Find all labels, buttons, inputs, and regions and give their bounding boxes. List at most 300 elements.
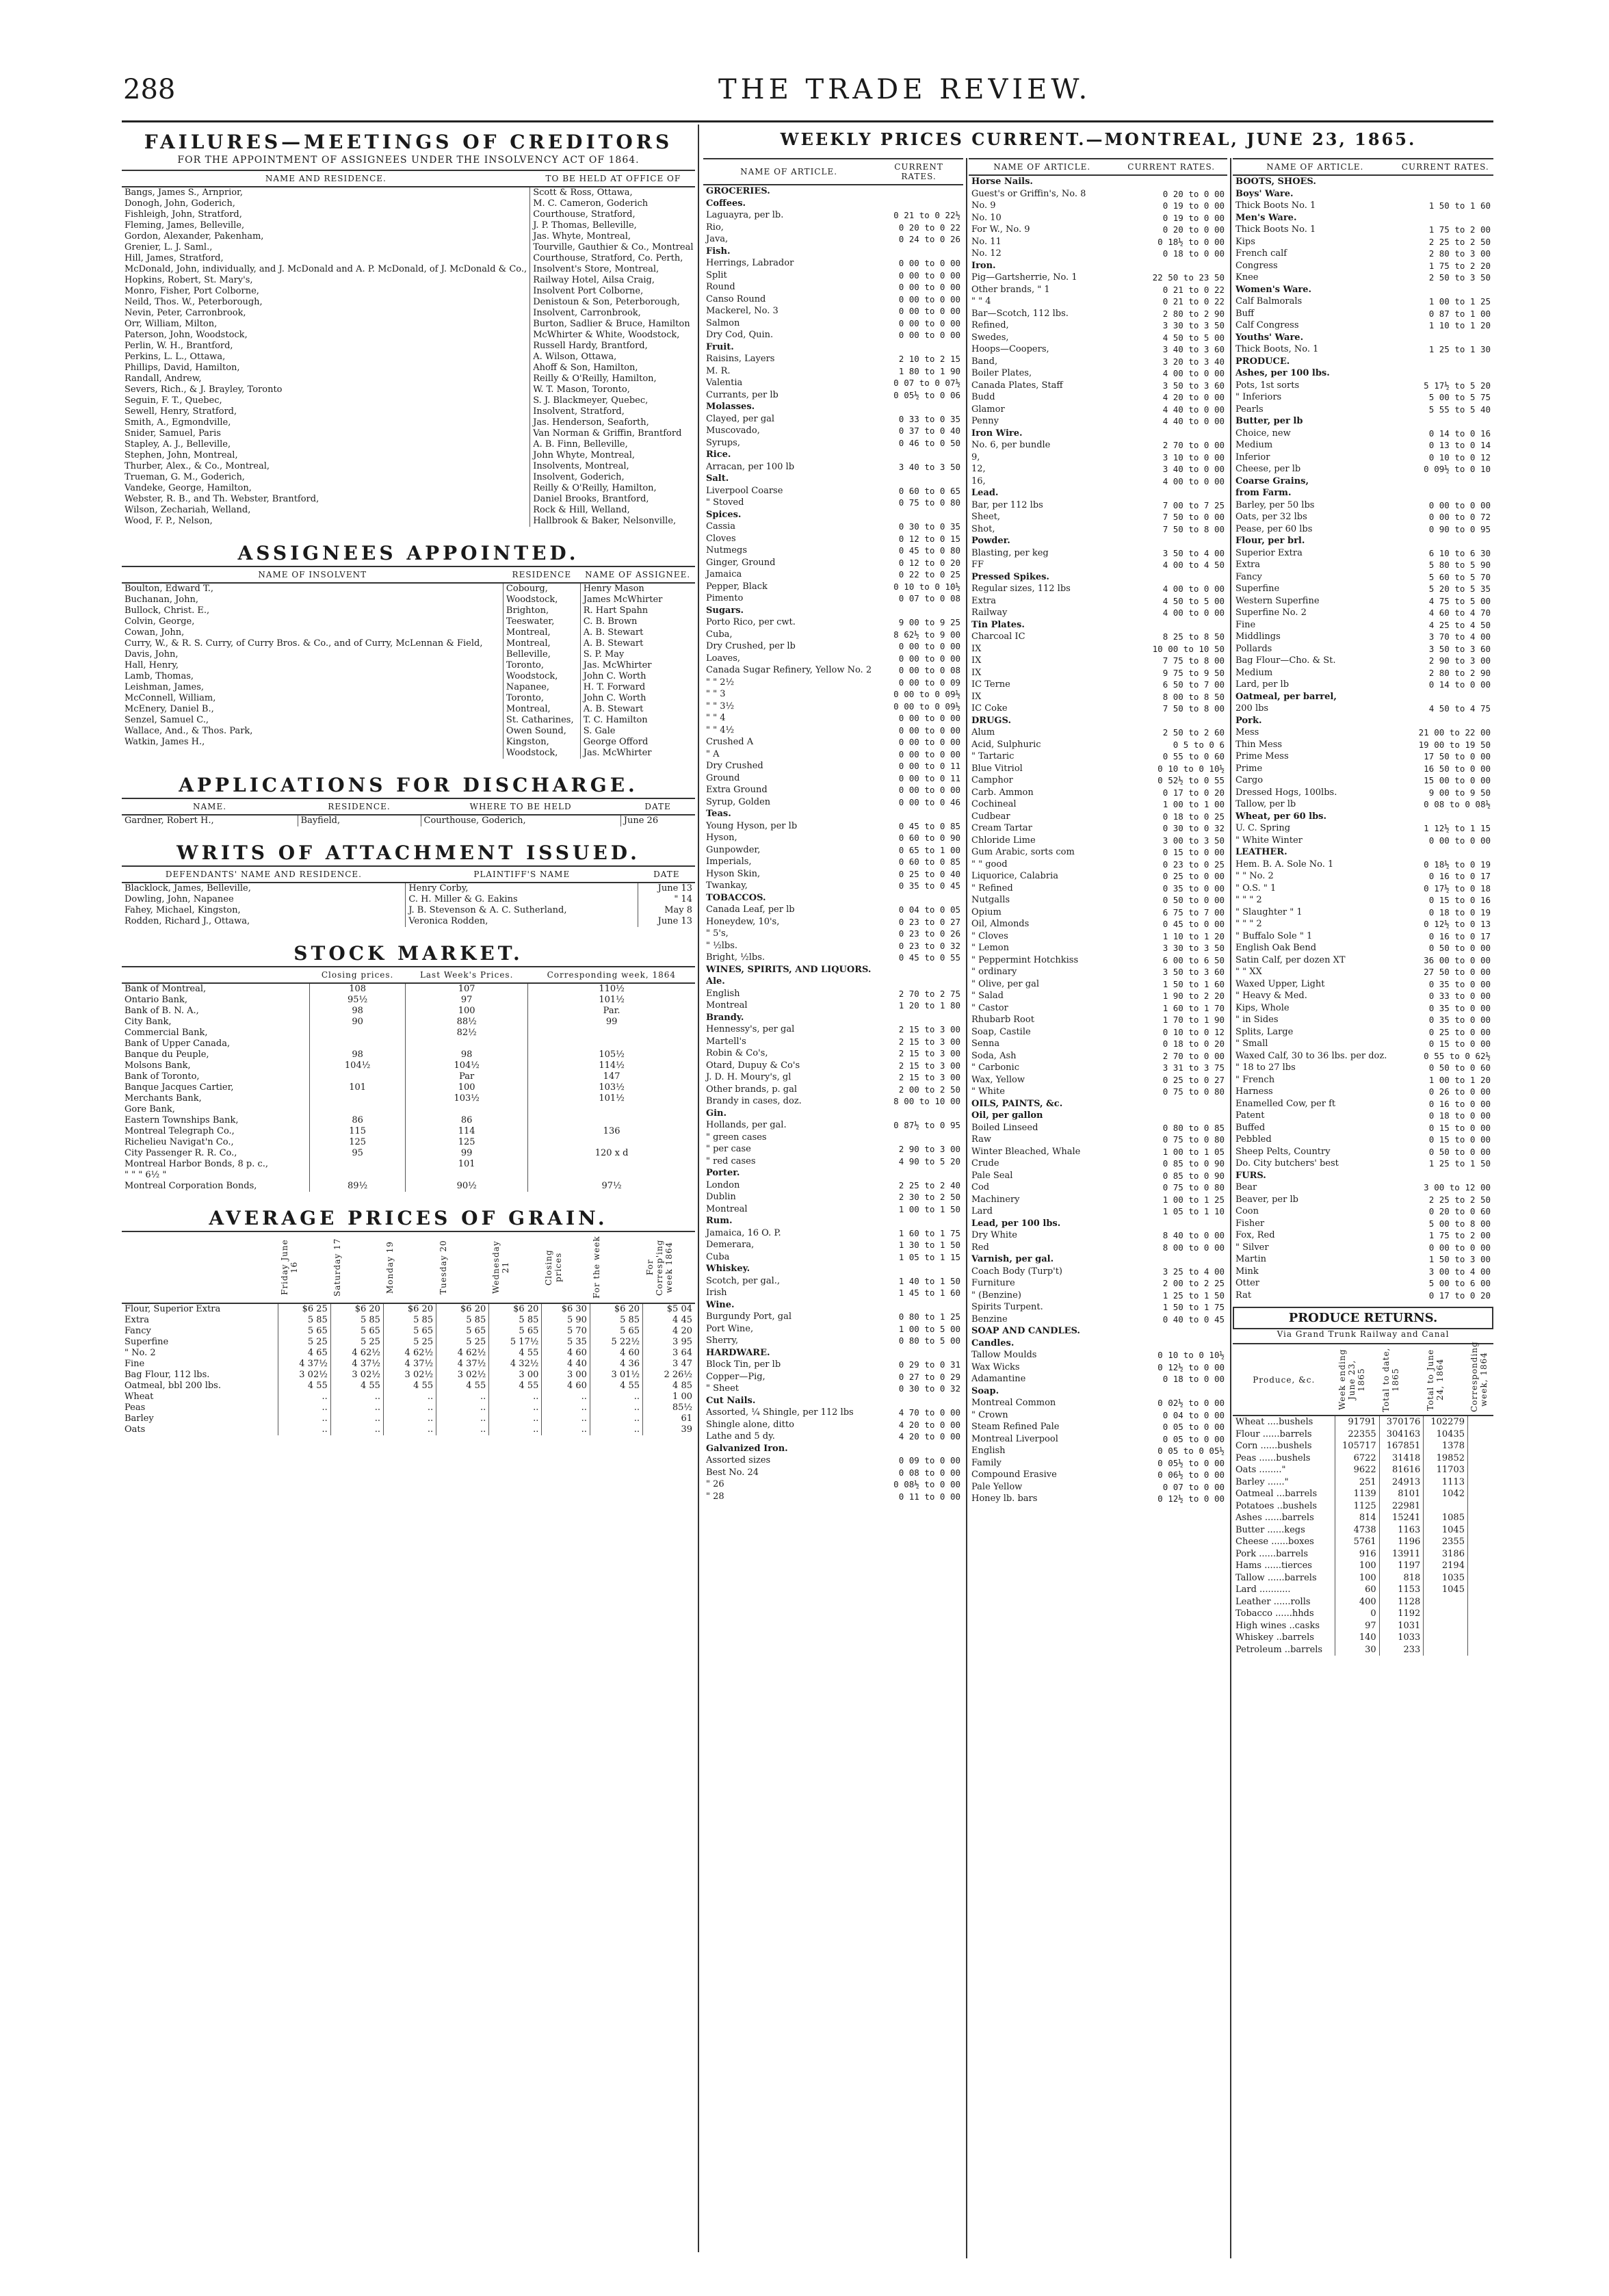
prices-col2-item-name: 12, <box>971 464 986 474</box>
prices-col3-row <box>1233 224 1493 236</box>
grain-cell: $5 04 <box>643 1303 695 1315</box>
prices-col3-category: Wheat, per 60 lbs. <box>1235 811 1327 822</box>
prices-col3-item-rate: 4 50 to 4 75 <box>1428 703 1491 714</box>
discharge-header-cell: DATE <box>620 798 695 815</box>
stock-cell: 107 <box>406 983 528 995</box>
grain-cell: 5 85 <box>489 1315 542 1326</box>
prices-col2-item-name: Pig—Gartsherrie, No. 1 <box>971 272 1077 283</box>
prices-col3-item-name: Fancy <box>1235 571 1262 582</box>
produce-returns-cell: 1045 <box>1424 1584 1468 1596</box>
prices-col2-item-rate <box>1115 487 1227 499</box>
failures-cell: Insolvents, Montreal, <box>530 461 695 472</box>
prices-col2-item-name: Gum Arabic, sorts com <box>971 847 1075 857</box>
produce-returns-cell: 1035 <box>1424 1572 1468 1584</box>
prices-col3-item-name: Sheep Pelts, Country <box>1235 1146 1331 1157</box>
prices-col1-row <box>703 1227 963 1240</box>
prices-col2-item-rate: 8 00 to 0 00 <box>1162 1242 1225 1253</box>
prices-col2-row <box>969 1086 1227 1098</box>
prices-col2-category: Iron. <box>971 260 996 271</box>
failures-cell: Burton, Sadlier & Bruce, Hamilton <box>530 319 695 330</box>
prices-col3-row <box>1233 1086 1493 1098</box>
prices-col1-item-name: Pimento <box>706 593 744 603</box>
prices-col1-item-name: " " 3 <box>706 689 726 699</box>
assignees-header-cell: RESIDENCE <box>503 566 580 583</box>
prices-col3-item-name: Pease, per 60 lbs <box>1235 523 1313 534</box>
grain-cell: $6 20 <box>383 1303 436 1315</box>
prices-col1-row <box>703 497 963 509</box>
prices-col1-row <box>703 329 963 341</box>
prices-col3-row <box>1233 487 1493 499</box>
prices-col1-item-name: Other brands, p. gal <box>706 1084 798 1095</box>
prices-col2-item-rate: 7 50 to 8 00 <box>1162 703 1225 714</box>
failures-row <box>122 472 695 483</box>
prices-col2-item-name: " White <box>971 1086 1005 1097</box>
prices-col3-item-name: " French <box>1235 1074 1275 1085</box>
failures-cell: A. Wilson, Ottawa, <box>530 352 695 363</box>
produce-returns-cell <box>1467 1440 1493 1452</box>
assignees-cell: Buchanan, John, <box>125 595 199 605</box>
produce-returns-cell: 97 <box>1335 1620 1380 1632</box>
produce-returns-cell: 30 <box>1335 1644 1380 1656</box>
prices-col3-item-rate: 1 50 to 1 60 <box>1428 200 1491 211</box>
grain-cell: .. <box>436 1392 489 1403</box>
prices-col3-item-rate: 6 10 to 6 30 <box>1428 547 1491 558</box>
grain-cell: 2 26½ <box>643 1370 695 1381</box>
failures-cell: Seguin, F. T., Quebec, <box>125 395 222 406</box>
prices-col2-item-rate: 0 23 to 0 25 <box>1162 859 1225 870</box>
failures-row <box>122 428 695 439</box>
assignees-cell: A. B. Stewart <box>580 704 695 715</box>
prices-col2-category: Powder. <box>971 536 1010 546</box>
prices-col1-row <box>703 1108 963 1120</box>
prices-col2-item-rate: 3 40 to 0 00 <box>1162 464 1225 474</box>
stock-cell <box>528 1028 695 1039</box>
prices-col3-row <box>1233 547 1493 560</box>
prices-col3-row <box>1233 284 1493 296</box>
prices-col1-item-rate <box>874 1299 963 1312</box>
prices-col1-category: Molasses. <box>706 402 755 412</box>
grain-cell: 5 70 <box>542 1326 590 1337</box>
prices-col2-item-name: Coach Body (Turp't) <box>971 1266 1063 1277</box>
prices-col2-category: SOAP AND CANDLES. <box>971 1326 1080 1336</box>
prices-col2-row <box>969 1170 1227 1182</box>
prices-col1-row <box>703 1071 963 1084</box>
prices-col3-item-rate: 4 25 to 4 50 <box>1428 619 1491 630</box>
grain-cell: .. <box>489 1413 542 1424</box>
grain-cell: 3 00 <box>542 1370 590 1381</box>
prices-col2-item-rate: 4 00 to 0 00 <box>1162 584 1225 594</box>
failures-cell: Stapley, A. J., Belleville, <box>125 439 231 449</box>
failures-cell: Railway Hotel, Ailsa Craig, <box>530 275 695 286</box>
assignees-row <box>122 682 695 693</box>
failures-row <box>122 308 695 319</box>
prices-col1-item-name: " per case <box>706 1144 751 1154</box>
prices-col3-item-name: Superior Extra <box>1235 547 1303 558</box>
stock-cell: Par. <box>528 1006 695 1017</box>
prices-col3-item-rate <box>1398 367 1493 380</box>
failures-row <box>122 352 695 363</box>
grain-cell: .. <box>330 1392 383 1403</box>
prices-col1-item-name: Brandy in cases, doz. <box>706 1096 802 1106</box>
prices-col1-row <box>703 653 963 665</box>
prices-col1-item-name: Loaves, <box>706 653 741 664</box>
grain-cell: .. <box>590 1424 642 1435</box>
stock-row <box>122 1017 695 1028</box>
prices-col2-category: Soap. <box>971 1385 999 1396</box>
prices-col2-row <box>969 727 1227 739</box>
failures-row <box>122 450 695 461</box>
prices-col2-item-name: Regular sizes, 112 lbs <box>971 584 1071 594</box>
prices-col2-row <box>969 1338 1227 1350</box>
prices-col1-item-name: Muscovado, <box>706 426 760 436</box>
prices-col2-item-name: " ordinary <box>971 967 1017 977</box>
prices-col2-category: Varnish, per gal. <box>971 1254 1054 1264</box>
prices-col2-row <box>969 739 1227 751</box>
prices-col1-item-name: Block Tin, per lb <box>706 1359 781 1370</box>
prices-col2-item-rate: 0 12½ to 0 00 <box>1157 1493 1225 1504</box>
assignees-cell: Senzel, Samuel C., <box>125 715 209 725</box>
prices-col1-item-rate: 4 90 to 5 20 <box>898 1156 960 1166</box>
prices-col3-item-rate <box>1398 188 1493 200</box>
prices-col1-row <box>703 1419 963 1431</box>
prices-col2-row <box>969 583 1227 595</box>
stock-row <box>122 995 695 1006</box>
prices-col2-category: Horse Nails. <box>971 177 1033 187</box>
prices-col2-row <box>969 1014 1227 1026</box>
prices-col2-row <box>969 1146 1227 1158</box>
prices-col3-row <box>1233 272 1493 284</box>
prices-col1-item-rate: 2 15 to 3 00 <box>898 1072 960 1082</box>
prices-col3-item-rate: 0 15 to 0 00 <box>1428 1122 1491 1133</box>
prices-col2-row <box>969 224 1227 236</box>
prices-col2-item-rate <box>1115 175 1227 188</box>
stock-cell: 115 <box>310 1126 406 1137</box>
stock-cell <box>528 1170 695 1181</box>
prices-col2-item-rate: 0 80 to 0 85 <box>1162 1122 1225 1133</box>
prices-col2-item-rate: 6 75 to 7 00 <box>1162 906 1225 917</box>
prices-col1-category: Brandy. <box>706 1012 744 1023</box>
prices-col2-row <box>969 607 1227 619</box>
prices-col1-item-name: " " 3½ <box>706 701 735 712</box>
prices-col2-row <box>969 619 1227 631</box>
grain-cell: 4 37½ <box>330 1359 383 1370</box>
prices-col1-row <box>703 1239 963 1251</box>
assignees-cell: John C. Worth <box>580 671 695 682</box>
prices-col1-item-rate <box>874 1395 963 1407</box>
produce-returns-cell: 304163 <box>1379 1429 1424 1441</box>
stock-row <box>122 1071 695 1082</box>
prices-col2-item-name: " Tartaric <box>971 751 1015 761</box>
produce-returns-cell: 1197 <box>1379 1560 1424 1572</box>
prices-col3-item-name: Rat <box>1235 1290 1252 1301</box>
produce-returns-cell <box>1467 1524 1493 1537</box>
prices-col2-item-rate <box>1115 1253 1227 1266</box>
prices-col2-item-rate: 7 50 to 0 00 <box>1162 512 1225 522</box>
produce-returns-row <box>1233 1476 1493 1489</box>
failures-row <box>122 395 695 406</box>
prices-col1-row <box>703 640 963 653</box>
prices-col3-row <box>1233 930 1493 943</box>
prices-col1-item-rate: 1 80 to 1 90 <box>898 365 960 376</box>
prices-col3-row <box>1233 511 1493 523</box>
assignees-row <box>122 616 695 627</box>
prices-col1-row <box>703 664 963 677</box>
prices-col3-row <box>1233 332 1493 344</box>
writs-cell: Henry Corby, <box>406 883 638 894</box>
grain-cell: .. <box>542 1413 590 1424</box>
prices-col1-item-name: Copper—Pig, <box>706 1371 766 1382</box>
prices-col1-category: WINES, SPIRITS, AND LIQUORS. <box>706 964 872 975</box>
prices-col3-item-rate: 5 55 to 5 40 <box>1428 404 1491 415</box>
stock-cell: 114 <box>406 1126 528 1137</box>
prices-col1-item-rate: 3 40 to 3 50 <box>898 461 960 472</box>
grain-cell: .. <box>278 1403 330 1413</box>
stock-cell: Montreal Harbor Bonds, 8 p. c., <box>125 1159 269 1169</box>
prices-col1-row <box>703 270 963 282</box>
prices-col1-item-name: Ginger, Ground <box>706 557 776 568</box>
prices-col2-item-rate: 0 15 to 0 00 <box>1162 847 1225 857</box>
grain-cell: .. <box>542 1424 590 1435</box>
produce-returns-cell: Whiskey ..barrels <box>1235 1632 1314 1643</box>
assignees-cell: Colvin, George, <box>125 616 195 627</box>
prices-col1-category: Porter. <box>706 1168 740 1178</box>
prices-col2-item-name: Red <box>971 1242 989 1253</box>
failures-cell: Vandeke, George, Hamilton, <box>125 483 252 493</box>
assignees-cell: S. Gale <box>580 726 695 737</box>
prices-col2-row <box>969 391 1227 404</box>
failures-cell: Webster, R. B., and Th. Webster, Brantford, <box>125 494 319 504</box>
produce-returns-cell <box>1467 1488 1493 1500</box>
prices-col2-item-rate: 0 35 to 0 00 <box>1162 883 1225 893</box>
prices-col1-item-name: Dry Crushed <box>706 761 763 771</box>
prices-col3-row <box>1233 188 1493 200</box>
prices-col1-item-rate: 0 22 to 0 25 <box>898 569 960 579</box>
prices-col2-item-rate: 7 50 to 8 00 <box>1162 523 1225 534</box>
failures-row <box>122 384 695 395</box>
writs-cell: Rodden, Richard J., Ottawa, <box>125 916 250 926</box>
prices-col3-item-rate: 0 50 to 0 60 <box>1428 1062 1491 1073</box>
prices-col2-row <box>969 1409 1227 1422</box>
prices-col3-row <box>1233 942 1493 954</box>
prices-col3-row <box>1233 595 1493 608</box>
produce-returns-cell <box>1424 1620 1468 1632</box>
prices-col2-row <box>969 763 1227 775</box>
prices-col3-row <box>1233 990 1493 1002</box>
prices-col1-item-name: Twankay, <box>706 880 748 891</box>
failures-cell: Snider, Samuel, Paris <box>125 428 221 439</box>
stock-title: STOCK MARKET. <box>293 942 523 965</box>
stock-cell: 98 <box>310 1049 406 1060</box>
prices-col1-item-name: Canada Leaf, per lb <box>706 904 795 915</box>
prices-col1-item-name: Liverpool Coarse <box>706 485 783 496</box>
prices-col2-item-rate: 0 25 to 0 27 <box>1162 1074 1225 1085</box>
prices-col2-item-rate: 0 75 to 0 80 <box>1162 1182 1225 1192</box>
failures-row <box>122 483 695 494</box>
prices-col3-item-name: Calf Balmorals <box>1235 296 1303 306</box>
prices-col3-item-name: Kips, Whole <box>1235 1002 1290 1013</box>
prices-col2-item-name: Honey lb. bars <box>971 1493 1038 1504</box>
grain-row <box>122 1403 695 1413</box>
prices-col1-row <box>703 988 963 1000</box>
prices-col1-item-rate: 0 12 to 0 15 <box>898 533 960 544</box>
assignees-row <box>122 649 695 660</box>
prices-col1-item-rate: 1 30 to 1 50 <box>898 1240 960 1250</box>
prices-col1-item-rate: 2 90 to 3 00 <box>898 1144 960 1154</box>
prices-col1-row <box>703 1335 963 1347</box>
prices-col2-item-name: " Refined <box>971 883 1013 893</box>
prices-col2-item-name: No. 9 <box>971 200 996 211</box>
prices-col3-row <box>1233 1050 1493 1062</box>
stock-cell <box>528 1115 695 1126</box>
failures-title: FAILURES—MEETINGS OF CREDITORS <box>144 131 673 153</box>
prices-col2-item-name: Budd <box>971 392 995 402</box>
prices-col1-item-rate: 0 08 to 0 00 <box>898 1467 960 1478</box>
grain-cell: $6 20 <box>590 1303 642 1315</box>
prices-col2-row <box>969 894 1227 906</box>
failures-cell: Donogh, John, Goderich, <box>125 198 235 209</box>
prices-col2-item-name: Carb. Ammon <box>971 787 1034 798</box>
prices-col2-item-name: Band, <box>971 356 998 367</box>
produce-returns-cell: 1163 <box>1379 1524 1424 1537</box>
grain-cell: 4 62½ <box>383 1348 436 1359</box>
prices-col3-item-name: Superfine <box>1235 584 1280 594</box>
prices-col3-row <box>1233 798 1493 811</box>
prices-col1-row <box>703 880 963 892</box>
prices-col2-row <box>969 248 1227 260</box>
produce-returns-cell: 916 <box>1335 1548 1380 1561</box>
prices-col1-item-rate: 4 20 to 0 00 <box>898 1419 960 1430</box>
grain-row <box>122 1381 695 1392</box>
prices-col1-item-name: Cuba <box>706 1251 730 1262</box>
grain-cell: .. <box>436 1403 489 1413</box>
produce-returns-cell: 400 <box>1335 1596 1380 1608</box>
prices-col3-item-name: " " XX <box>1235 967 1262 977</box>
produce-returns-row <box>1233 1584 1493 1596</box>
prices-col2-item-name: 9, <box>971 452 980 462</box>
prices-col2-row <box>969 1134 1227 1146</box>
prices-col1-item-name: Jamaica, 16 O. P. <box>706 1227 781 1238</box>
prices-col2-row <box>969 236 1227 248</box>
prices-col1-item-rate: 0 33 to 0 35 <box>898 413 960 424</box>
prices-col2-row <box>969 547 1227 560</box>
failures-cell: Bangs, James S., Arnprior, <box>125 187 243 198</box>
prices-col2-row <box>969 475 1227 488</box>
assignees-cell: Toronto, <box>503 660 580 671</box>
prices-col2-row <box>969 930 1227 943</box>
prices-col3-row <box>1233 559 1493 571</box>
produce-returns-row <box>1233 1524 1493 1537</box>
prices-col1-item-name: Assorted sizes <box>706 1455 771 1465</box>
prices-col1-item-rate: 0 45 to 0 55 <box>898 952 960 963</box>
produce-returns-cell: 1045 <box>1424 1524 1468 1537</box>
prices-col2-item-name: Guest's or Griffin's, No. 8 <box>971 188 1086 199</box>
assignees-cell: A. B. Stewart <box>580 627 695 638</box>
prices-col3-item-rate: 0 18 to 0 00 <box>1428 1110 1491 1121</box>
prices-col3-row <box>1233 1205 1493 1218</box>
prices-col2-item-rate <box>1115 1325 1227 1338</box>
prices-col2-item-name: Blasting, per keg <box>971 547 1049 558</box>
prices-col3-item-rate: 0 00 to 0 00 <box>1428 499 1491 510</box>
prices-col1-item-rate: 0 11 to 0 00 <box>898 1491 960 1502</box>
prices-col3-row <box>1233 175 1493 188</box>
assignees-row <box>122 638 695 649</box>
prices-col2-row <box>969 1229 1227 1242</box>
prices-col2-item-rate: 2 70 to 0 00 <box>1162 440 1225 450</box>
grain-cell: 85½ <box>643 1403 695 1413</box>
grain-cell: 4 55 <box>330 1381 383 1392</box>
prices-col1-item-name: Burgundy Port, gal <box>706 1312 792 1322</box>
grain-cell: 5 65 <box>383 1326 436 1337</box>
grain-cell: .. <box>383 1403 436 1413</box>
prices-col1-item-rate: 0 12 to 0 20 <box>898 557 960 568</box>
stock-cell <box>310 1039 406 1049</box>
grain-cell: 4 36 <box>590 1359 642 1370</box>
grain-cell: Flour, Superior Extra <box>125 1304 221 1314</box>
prices-col1-item-name: Ground <box>706 772 740 783</box>
prices-col2-item-rate: 3 40 to 3 60 <box>1162 344 1225 354</box>
prices-col3-item-name: Fox, Red <box>1235 1230 1275 1240</box>
prices-col2-row <box>969 175 1227 188</box>
grain-cell: 4 40 <box>542 1359 590 1370</box>
prices-col1-item-name: Scotch, per gal., <box>706 1275 781 1286</box>
assignees-cell: Jas. McWhirter <box>580 660 695 671</box>
prices-col3-row <box>1233 822 1493 835</box>
prices-col3-item-rate: 0 17½ to 0 18 <box>1424 883 1491 893</box>
prices-col2-item-name: Bar, per 112 lbs <box>971 499 1043 510</box>
stock-cell <box>310 1170 406 1181</box>
prices-col2-item-rate <box>1115 1338 1227 1350</box>
assignees-header-cell: NAME OF ASSIGNEE. <box>580 566 695 583</box>
prices-col1-row <box>703 521 963 533</box>
prices-col3-item-name: French calf <box>1235 248 1287 259</box>
failures-cell: Orr, William, Milton, <box>125 319 218 329</box>
col3-rates-head: CURRENT RATES. <box>1398 159 1493 175</box>
prices-col1-item-name: " 28 <box>706 1491 724 1502</box>
assignees-cell: Kingston, <box>503 737 580 748</box>
failures-row <box>122 319 695 330</box>
assignees-cell: Davis, John, <box>125 649 179 660</box>
grain-header-text: Wednesday 21 <box>490 1240 510 1294</box>
produce-returns-cell: Potatoes ..bushels <box>1235 1500 1318 1511</box>
prices-col1-category: Spices. <box>706 509 742 520</box>
prices-col3-category: Flour, per brl. <box>1235 536 1305 546</box>
prices-col3-item-rate <box>1398 284 1493 296</box>
prices-col1-item-name: Salmon <box>706 317 740 328</box>
prices-col2-category: OILS, PAINTS, &c. <box>971 1098 1063 1109</box>
stock-row <box>122 1181 695 1192</box>
grain-header-text: Monday 19 <box>385 1241 395 1294</box>
prices-col2-category: Tin Plates. <box>971 619 1025 630</box>
prices-col1-item-rate <box>874 808 963 820</box>
grain-header-cell <box>489 1231 542 1303</box>
page-number: 288 <box>123 74 176 105</box>
prices-col1-item-rate: 0 23 to 0 26 <box>898 928 960 939</box>
prices-col1-item-name: Split <box>706 270 727 281</box>
prices-col2-item-name: Winter Bleached, Whale <box>971 1146 1081 1157</box>
prices-col1-item-name: Cuba, <box>706 629 733 640</box>
prices-col2-row <box>969 942 1227 954</box>
prices-col1-row <box>703 1191 963 1203</box>
grain-cell: 5 85 <box>383 1315 436 1326</box>
prices-col1-row <box>703 892 963 904</box>
prices-col1-item-name: J. D. H. Moury's, gl <box>706 1072 792 1082</box>
prices-col3-item-rate: 0 00 to 0 72 <box>1428 512 1491 522</box>
prices-col3-item-rate <box>1398 535 1493 547</box>
prices-col1-row <box>703 1143 963 1156</box>
prices-col2-item-rate: 22 50 to 23 50 <box>1152 272 1225 283</box>
prices-col1-item-name: Nutmegs <box>706 545 747 556</box>
prices-col2-item-name: Liquorice, Calabria <box>971 871 1058 881</box>
